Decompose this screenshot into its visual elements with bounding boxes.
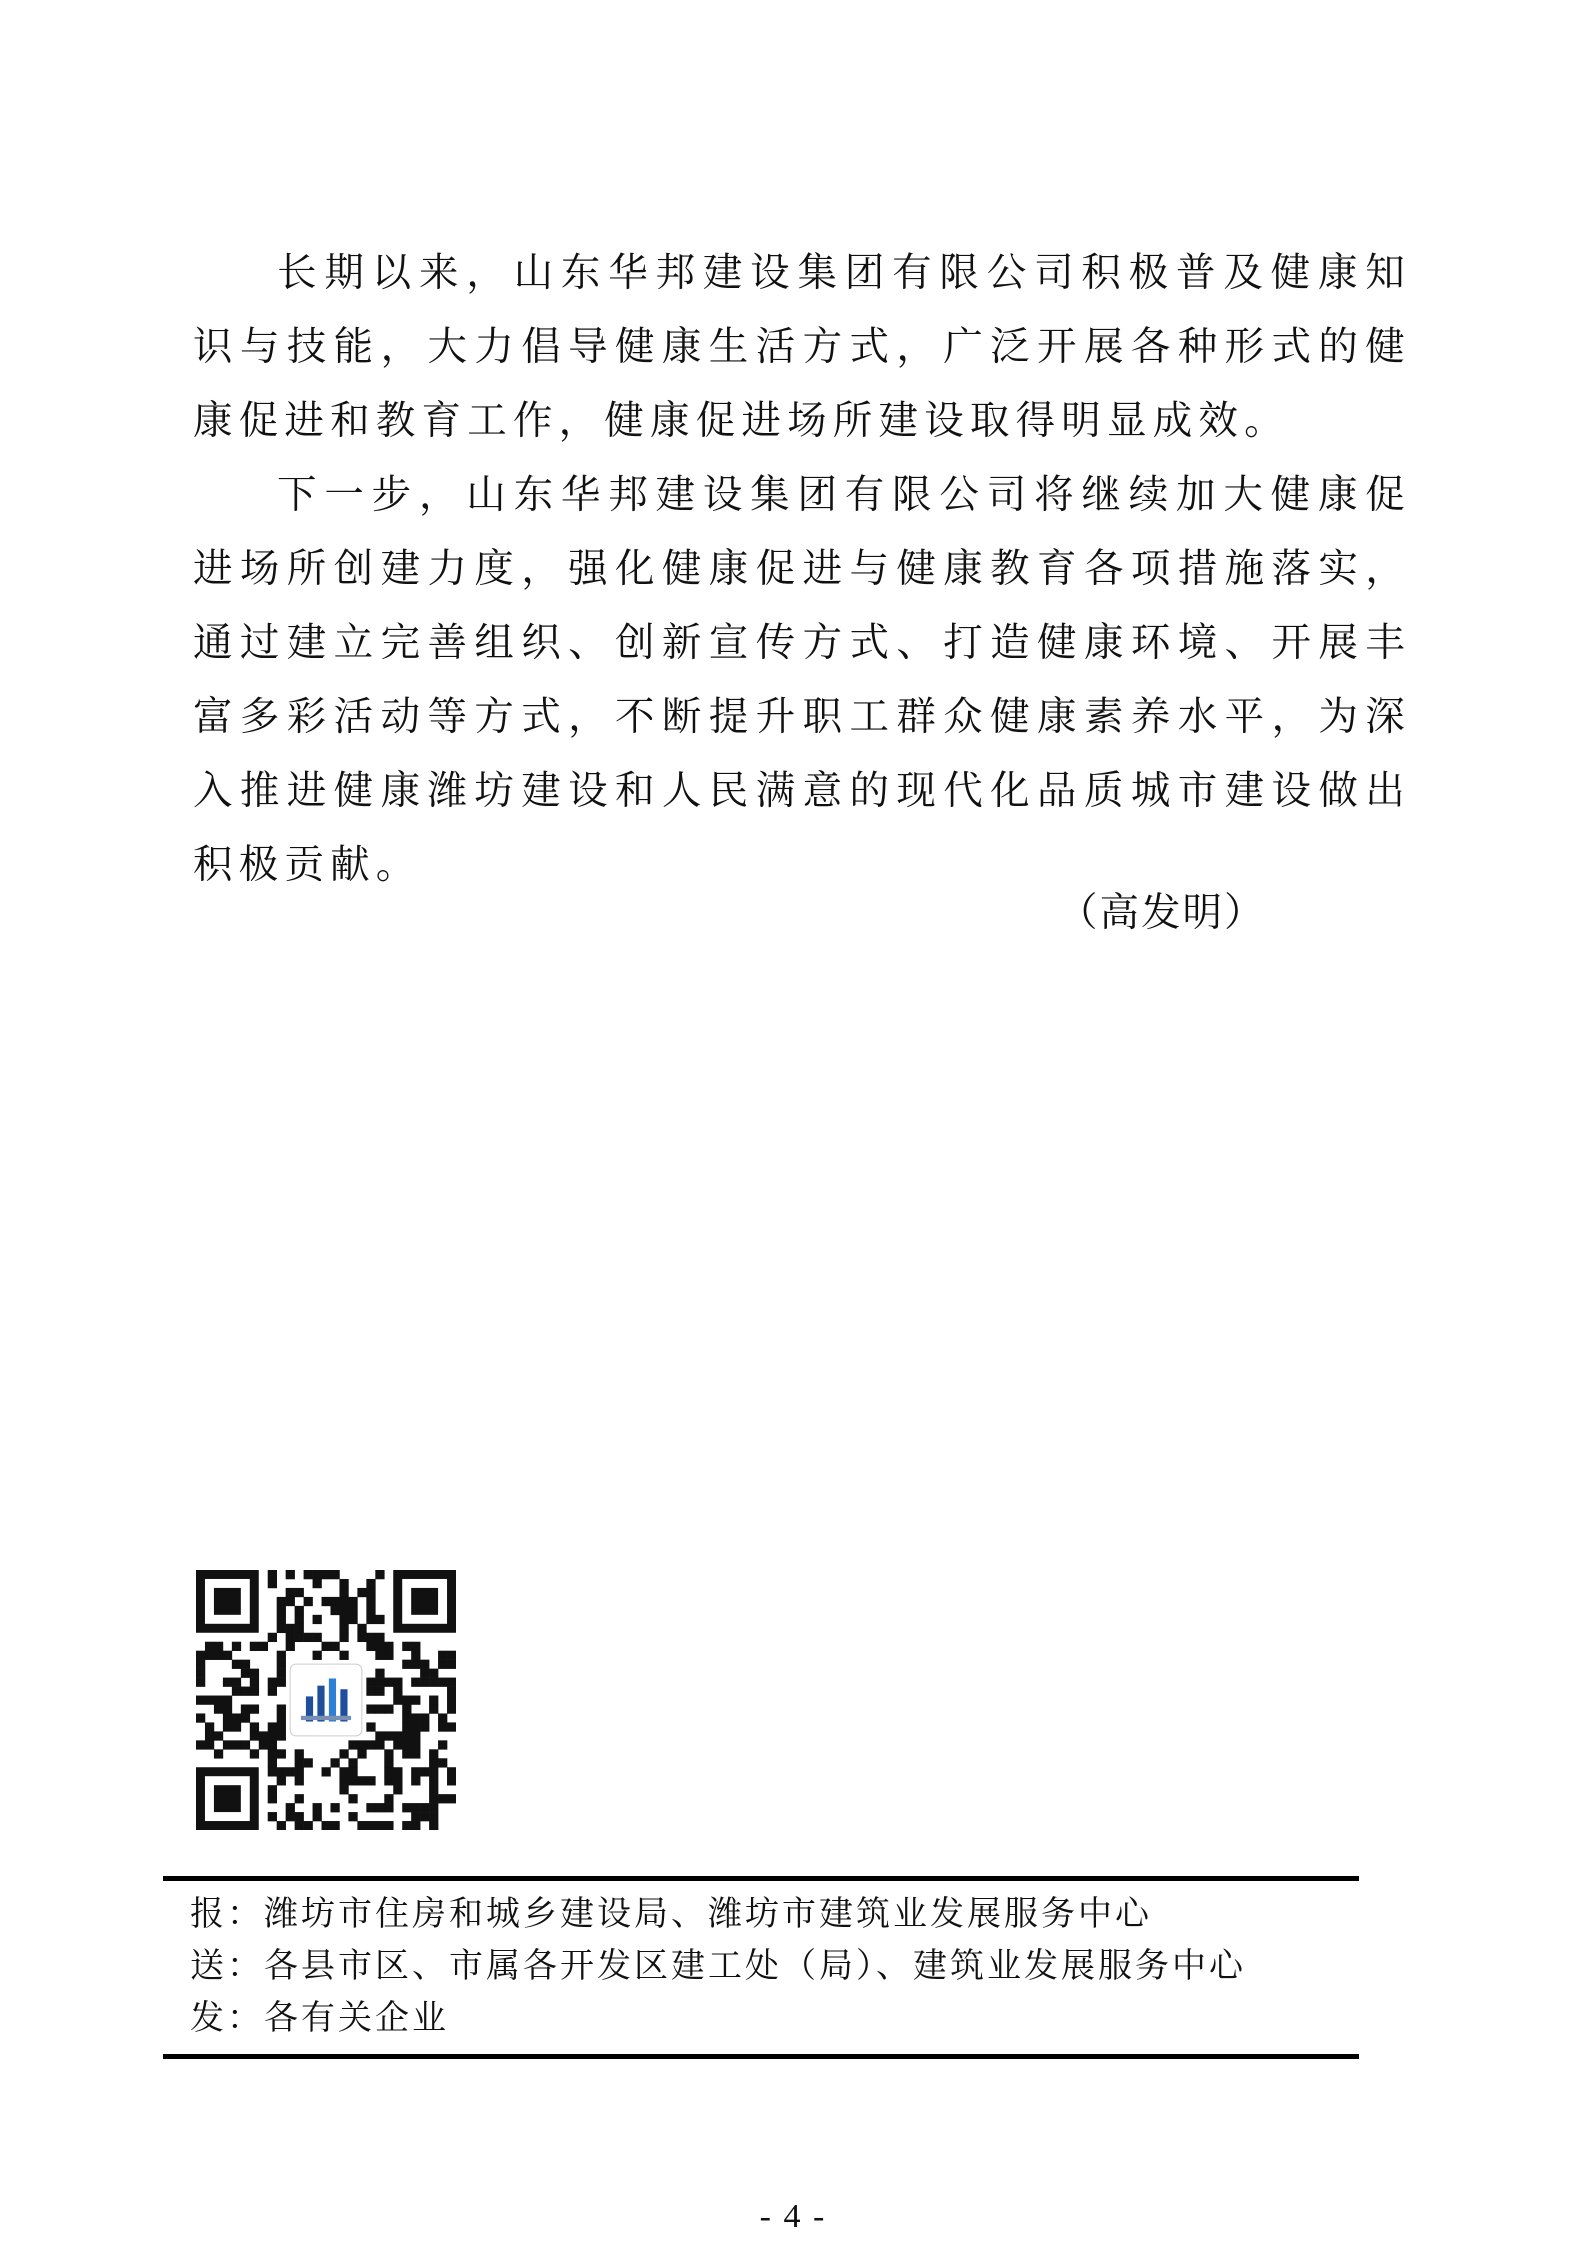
qr-module	[447, 1704, 456, 1713]
qr-module	[277, 1651, 286, 1660]
qr-module	[375, 1803, 384, 1812]
qr-module	[232, 1722, 241, 1731]
qr-module	[241, 1713, 250, 1722]
qr-module	[375, 1704, 384, 1713]
qr-module	[277, 1678, 286, 1687]
qr-module	[250, 1678, 259, 1687]
qr-module	[384, 1758, 393, 1767]
qr-module	[277, 1776, 286, 1785]
qr-module	[384, 1767, 393, 1776]
qr-module	[375, 1669, 384, 1678]
qr-module	[196, 1678, 205, 1687]
qr-module	[268, 1678, 277, 1687]
qr-module	[420, 1767, 429, 1776]
qr-module	[250, 1704, 259, 1713]
qr-module	[232, 1687, 241, 1696]
qr-module	[429, 1785, 438, 1794]
qr-module	[447, 1794, 456, 1803]
qr-module	[393, 1785, 402, 1794]
qr-module	[277, 1749, 286, 1758]
qr-module	[232, 1740, 241, 1749]
qr-module	[232, 1660, 241, 1669]
qr-module	[339, 1588, 348, 1597]
qr-module	[268, 1767, 277, 1776]
qr-module	[205, 1651, 214, 1660]
paragraph-2: 下一步，山东华邦建设集团有限公司将继续加大健康促进场所创建力度，强化健康促进与健康教育各项措施落实，通过建立完善组织、创新宣传方式、打造健康环境、开展丰富多彩活动等方式，不断提升职工群众健康素养水平，为深入推进健康潍坊建设和人民满意的现代化品质城市建设做出积极贡献。	[193, 472, 1411, 888]
qr-module	[304, 1758, 313, 1767]
qr-module	[339, 1606, 348, 1615]
qr-module	[286, 1624, 295, 1633]
qr-module	[366, 1722, 375, 1731]
qr-module	[295, 1767, 304, 1776]
qr-logo-caption-bar	[301, 1716, 351, 1720]
qr-module	[295, 1624, 304, 1633]
qr-module	[223, 1678, 232, 1687]
qr-module	[232, 1678, 241, 1687]
qr-module	[304, 1821, 313, 1830]
qr-module	[330, 1821, 339, 1830]
qr-module	[366, 1740, 375, 1749]
qr-module	[393, 1767, 402, 1776]
qr-module	[357, 1624, 366, 1633]
qr-module	[411, 1722, 420, 1731]
qr-module	[322, 1821, 331, 1830]
qr-module	[411, 1812, 420, 1821]
qr-module	[286, 1642, 295, 1651]
qr-module	[268, 1785, 277, 1794]
qr-module	[411, 1803, 420, 1812]
qr-module	[268, 1740, 277, 1749]
qr-module	[393, 1776, 402, 1785]
qr-module	[402, 1740, 411, 1749]
qr-module	[411, 1731, 420, 1740]
qr-module	[393, 1687, 402, 1696]
qr-module	[348, 1606, 357, 1615]
qr-module	[268, 1579, 277, 1588]
qr-module	[384, 1651, 393, 1660]
qr-module	[339, 1776, 348, 1785]
qr-module	[205, 1740, 214, 1749]
qr-module	[348, 1740, 357, 1749]
top-divider	[163, 1876, 1359, 1881]
qr-module	[295, 1749, 304, 1758]
qr-module	[223, 1704, 232, 1713]
qr-module	[339, 1633, 348, 1642]
qr-module	[268, 1812, 277, 1821]
qr-module	[438, 1660, 447, 1669]
qr-module	[286, 1570, 295, 1579]
qr-module	[447, 1651, 456, 1660]
qr-module	[348, 1597, 357, 1606]
qr-module	[295, 1758, 304, 1767]
qr-module	[277, 1722, 286, 1731]
qr-module	[438, 1794, 447, 1803]
qr-module	[348, 1794, 357, 1803]
qr-module	[429, 1776, 438, 1785]
qr-module	[411, 1642, 420, 1651]
qr-module	[277, 1713, 286, 1722]
qr-module	[196, 1651, 205, 1660]
qr-module	[339, 1749, 348, 1758]
qr-module	[357, 1776, 366, 1785]
qr-module	[241, 1740, 250, 1749]
qr-module	[375, 1642, 384, 1651]
qr-module	[295, 1615, 304, 1624]
qr-module	[348, 1776, 357, 1785]
qr-module	[384, 1731, 393, 1740]
qr-module	[366, 1678, 375, 1687]
qr-module	[429, 1794, 438, 1803]
qr-module	[411, 1696, 420, 1705]
qr-module	[411, 1749, 420, 1758]
qr-module	[375, 1731, 384, 1740]
qr-module	[295, 1588, 304, 1597]
qr-module	[196, 1713, 205, 1722]
qr-module	[339, 1579, 348, 1588]
qr-module	[411, 1821, 420, 1830]
qr-module	[375, 1615, 384, 1624]
qr-module	[366, 1803, 375, 1812]
qr-module	[348, 1758, 357, 1767]
qr-module	[259, 1740, 268, 1749]
qr-module	[330, 1803, 339, 1812]
qr-module	[277, 1660, 286, 1669]
qr-module	[375, 1821, 384, 1830]
qr-module	[366, 1597, 375, 1606]
qr-module	[268, 1731, 277, 1740]
report-to-line: 报：潍坊市住房和城乡建设局、潍坊市建筑业发展服务中心	[190, 1894, 1152, 1934]
qr-module	[384, 1704, 393, 1713]
qr-module	[438, 1722, 447, 1731]
qr-module	[277, 1624, 286, 1633]
qr-module	[196, 1660, 205, 1669]
qr-module	[348, 1615, 357, 1624]
qr-module	[295, 1776, 304, 1785]
qr-module	[304, 1597, 313, 1606]
qr-module	[214, 1651, 223, 1660]
qr-module	[250, 1687, 259, 1696]
qr-module	[357, 1588, 366, 1597]
qr-module	[313, 1803, 322, 1812]
qr-module	[438, 1740, 447, 1749]
qr-module	[322, 1597, 331, 1606]
qr-module	[304, 1633, 313, 1642]
qr-module	[420, 1803, 429, 1812]
qr-module	[268, 1794, 277, 1803]
qr-module	[295, 1606, 304, 1615]
qr-module	[357, 1633, 366, 1642]
qr-module	[250, 1669, 259, 1678]
qr-module	[411, 1660, 420, 1669]
qr-module	[402, 1642, 411, 1651]
qr-module	[393, 1740, 402, 1749]
qr-module	[339, 1624, 348, 1633]
qr-module	[223, 1651, 232, 1660]
qr-module	[429, 1767, 438, 1776]
qr-module	[295, 1633, 304, 1642]
qr-logo-bar	[329, 1678, 336, 1721]
qr-module	[268, 1633, 277, 1642]
qr-module	[295, 1794, 304, 1803]
qr-module	[339, 1785, 348, 1794]
qr-module	[411, 1740, 420, 1749]
qr-module	[277, 1597, 286, 1606]
qr-module	[232, 1713, 241, 1722]
qr-module	[384, 1642, 393, 1651]
qr-module	[223, 1713, 232, 1722]
qr-module	[241, 1669, 250, 1678]
qr-module	[366, 1588, 375, 1597]
qr-module	[438, 1678, 447, 1687]
qr-module	[277, 1731, 286, 1740]
qr-module	[366, 1579, 375, 1588]
qr-module	[268, 1758, 277, 1767]
qr-finder-inner	[411, 1588, 438, 1615]
qr-module	[232, 1642, 241, 1651]
qr-module	[277, 1615, 286, 1624]
qr-module	[447, 1696, 456, 1705]
qr-module	[205, 1696, 214, 1705]
qr-module	[384, 1678, 393, 1687]
qr-module	[214, 1704, 223, 1713]
qr-module	[375, 1651, 384, 1660]
qr-module	[259, 1642, 268, 1651]
qr-finder-inner	[214, 1785, 241, 1812]
qr-module	[277, 1821, 286, 1830]
qr-module	[250, 1731, 259, 1740]
qr-module	[357, 1740, 366, 1749]
article-body	[193, 236, 1411, 902]
qr-module	[339, 1651, 348, 1660]
qr-module	[402, 1696, 411, 1705]
qr-module	[330, 1570, 339, 1579]
qr-module	[429, 1758, 438, 1767]
qr-module	[420, 1669, 429, 1678]
qr-module	[384, 1749, 393, 1758]
qr-module	[447, 1678, 456, 1687]
qr-module	[286, 1812, 295, 1821]
qr-module	[438, 1758, 447, 1767]
qr-module	[277, 1704, 286, 1713]
qr-module	[384, 1794, 393, 1803]
qr-module	[250, 1749, 259, 1758]
qr-module	[366, 1606, 375, 1615]
qr-module	[277, 1669, 286, 1678]
qr-module	[214, 1696, 223, 1705]
qr-module	[313, 1570, 322, 1579]
qr-module	[339, 1597, 348, 1606]
qr-module	[277, 1606, 286, 1615]
qr-module	[313, 1633, 322, 1642]
qr-module	[447, 1722, 456, 1731]
qr-module	[357, 1749, 366, 1758]
qr-module	[438, 1651, 447, 1660]
qr-module	[402, 1749, 411, 1758]
qr-module	[366, 1642, 375, 1651]
qr-module	[330, 1758, 339, 1767]
qr-module	[241, 1704, 250, 1713]
qr-module	[402, 1722, 411, 1731]
qr-module	[366, 1615, 375, 1624]
qr-module	[313, 1812, 322, 1821]
qr-module	[286, 1633, 295, 1642]
qr-module	[402, 1821, 411, 1830]
author-signature: （高发明）	[1058, 890, 1266, 936]
qr-module	[366, 1821, 375, 1830]
qr-module	[205, 1642, 214, 1651]
qr-module	[214, 1749, 223, 1758]
qr-module	[330, 1606, 339, 1615]
qr-module	[447, 1767, 456, 1776]
qr-module	[286, 1588, 295, 1597]
qr-module	[223, 1740, 232, 1749]
qr-module	[429, 1696, 438, 1705]
qr-module	[420, 1660, 429, 1669]
qr-module	[313, 1615, 322, 1624]
qr-module	[330, 1597, 339, 1606]
qr-module	[384, 1776, 393, 1785]
qr-module	[286, 1597, 295, 1606]
qr-module	[366, 1704, 375, 1713]
qr-module	[366, 1687, 375, 1696]
qr-module	[384, 1803, 393, 1812]
qr-module	[420, 1678, 429, 1687]
qr-module	[429, 1678, 438, 1687]
qr-module	[429, 1749, 438, 1758]
qr-module	[241, 1687, 250, 1696]
qr-module	[402, 1704, 411, 1713]
qr-module	[268, 1687, 277, 1696]
qr-module	[375, 1678, 384, 1687]
qr-module	[375, 1740, 384, 1749]
page-number: - 4 -	[759, 2198, 827, 2235]
qr-module	[375, 1570, 384, 1579]
qr-module	[295, 1812, 304, 1821]
qr-module	[196, 1696, 205, 1705]
qr-module	[223, 1696, 232, 1705]
qr-module	[357, 1821, 366, 1830]
send-to-line: 送：各县市区、市属各开发区建工处（局）、建筑业发展服务中心	[190, 1946, 1246, 1986]
qr-module	[304, 1570, 313, 1579]
qr-module	[313, 1579, 322, 1588]
qr-module	[384, 1821, 393, 1830]
distribution-list	[190, 1888, 1350, 2044]
qr-module	[268, 1722, 277, 1731]
qr-module	[402, 1660, 411, 1669]
qr-module	[330, 1642, 339, 1651]
qr-module	[402, 1731, 411, 1740]
qr-module	[268, 1570, 277, 1579]
qr-code-graphic	[196, 1570, 456, 1830]
qr-module	[429, 1669, 438, 1678]
qr-module	[205, 1731, 214, 1740]
qr-module	[322, 1767, 331, 1776]
qr-module	[214, 1642, 223, 1651]
qr-module	[250, 1642, 259, 1651]
qr-module	[447, 1687, 456, 1696]
qr-module	[402, 1803, 411, 1812]
qr-module	[411, 1776, 420, 1785]
qr-module	[375, 1687, 384, 1696]
qr-module	[322, 1642, 331, 1651]
qr-module	[214, 1731, 223, 1740]
qr-module	[295, 1821, 304, 1830]
qr-module	[366, 1776, 375, 1785]
qr-logo-background	[290, 1664, 362, 1736]
qr-module	[420, 1722, 429, 1731]
qr-module	[366, 1633, 375, 1642]
bottom-divider	[163, 2054, 1359, 2059]
qr-module	[447, 1776, 456, 1785]
qr-module	[420, 1713, 429, 1722]
qr-module	[411, 1767, 420, 1776]
qr-module	[286, 1803, 295, 1812]
qr-module	[429, 1704, 438, 1713]
qr-module	[411, 1651, 420, 1660]
qr-module	[393, 1678, 402, 1687]
qr-module	[348, 1767, 357, 1776]
qr-module	[286, 1767, 295, 1776]
qr-module	[393, 1731, 402, 1740]
qr-module	[250, 1722, 259, 1731]
qr-module	[447, 1660, 456, 1669]
qr-module	[402, 1713, 411, 1722]
qr-module	[411, 1678, 420, 1687]
qr-finder-inner	[214, 1588, 241, 1615]
qr-module	[205, 1722, 214, 1731]
qr-module	[322, 1570, 331, 1579]
qr-module	[429, 1812, 438, 1821]
qr-module	[429, 1821, 438, 1830]
qr-module	[268, 1749, 277, 1758]
qr-module	[438, 1713, 447, 1722]
qr-module	[420, 1812, 429, 1821]
qr-module	[393, 1696, 402, 1705]
qr-module	[339, 1767, 348, 1776]
qr-module	[348, 1812, 357, 1821]
qr-module	[196, 1740, 205, 1749]
qr-module	[375, 1633, 384, 1642]
paragraph-1: 长期以来，山东华邦建设集团有限公司积极普及健康知识与技能，大力倡导健康生活方式，广泛开展各种形式的健康促进和教育工作，健康促进场所建设取得明显成效。	[193, 250, 1411, 444]
qr-code-icon	[196, 1570, 456, 1830]
qr-module	[277, 1767, 286, 1776]
qr-module	[313, 1651, 322, 1660]
qr-module	[241, 1660, 250, 1669]
qr-module	[339, 1615, 348, 1624]
qr-module	[259, 1731, 268, 1740]
issue-to-line: 发：各有关企业	[190, 1998, 449, 2038]
qr-module	[429, 1803, 438, 1812]
qr-module	[223, 1722, 232, 1731]
qr-module	[411, 1713, 420, 1722]
qr-module	[196, 1669, 205, 1678]
